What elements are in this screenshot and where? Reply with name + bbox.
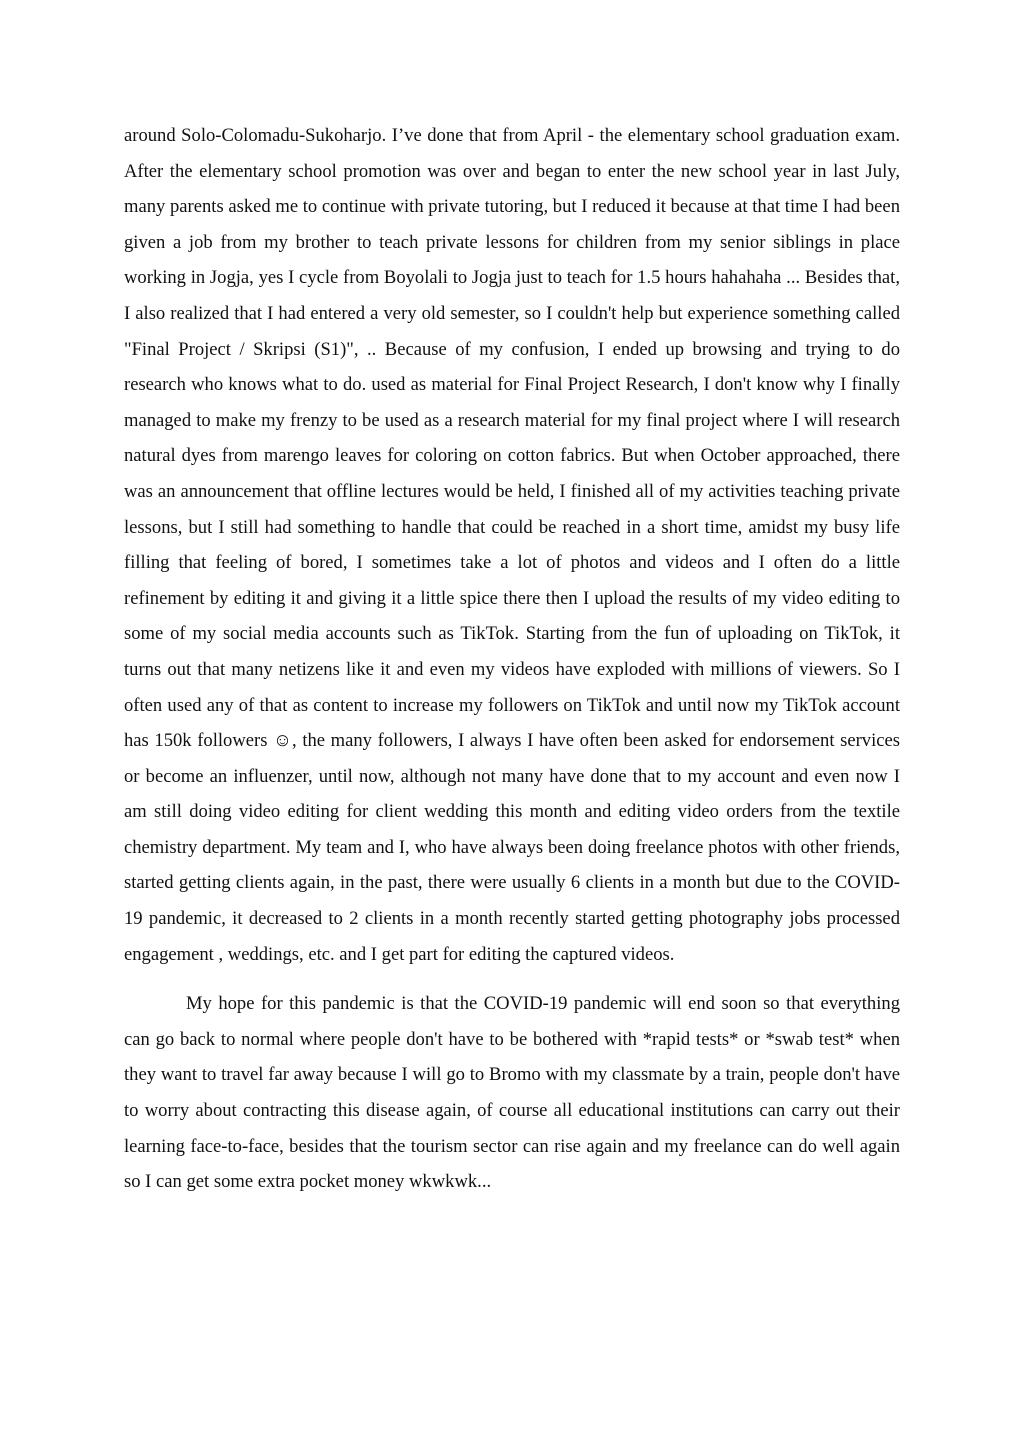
body-text bbox=[124, 118, 900, 1200]
paragraph-2: My hope for this pandemic is that the COVID-19 pandemic will end soon so that everything can go back to normal where people don't have to be bothered with *rapid tests* or *swab test* when they want to travel far away because I will go to Bromo with my classmate by a train, people don't have to worry about contracting this disease again, of course all educational institutions can carry out their learning face-to-face, besides that the tourism sector can rise again and my freelance can do well again so I can get some extra pocket money wkwkwk... bbox=[124, 993, 900, 1193]
paragraph-1: around Solo-Colomadu-Sukoharjo. I’ve done that from April - the elementary school graduation exam. After the elementary school promotion was over and began to enter the new school year in last July, many parents asked me to continue with private tutoring, but I reduced it because at that time I had been given a job from my brother to teach private lessons for children from my senior siblings in place working in Jogja, yes I cycle from Boyolali to Jogja just to teach for 1.5 hours hahahaha ... Besides that, I also realized that I had entered a very old semester, so I couldn't help but experience something called "Final Project / Skripsi (S1)", .. Because of my confusion, I ended up browsing and trying to do research who knows what to do. used as material for Final Project Research, I don't know why I finally managed to make my frenzy to be used as a research material for my final project where I will research natural dyes from marengo leaves for coloring on cotton fabrics. But when October approached, there was an announcement that offline lectures would be held, I finished all of my activities teaching private lessons, but I still had something to handle that could be reached in a short time, amidst my busy life filling that feeling of bored, I sometimes take a lot of photos and videos and I often do a little refinement by editing it and giving it a little spice there then I upload the results of my video editing to some of my social media accounts such as TikTok. Starting from the fun of uploading on TikTok, it turns out that many netizens like it and even my videos have exploded with millions of viewers. So I often used any of that as content to increase my followers on TikTok and until now my TikTok account has 150k followers ☺, the many followers, I always I have often been asked for endorsement services or become an influenzer, until now, although not many have done that to my account and even now I am still doing video editing for client wedding this month and editing video orders from the textile chemistry department. My team and I, who have always been doing freelance photos with other friends, started getting clients again, in the past, there were usually 6 clients in a month but due to the COVID-19 pandemic, it decreased to 2 clients in a month recently started getting photography jobs processed engagement , weddings, etc. and I get part for editing the captured videos. bbox=[124, 125, 900, 965]
